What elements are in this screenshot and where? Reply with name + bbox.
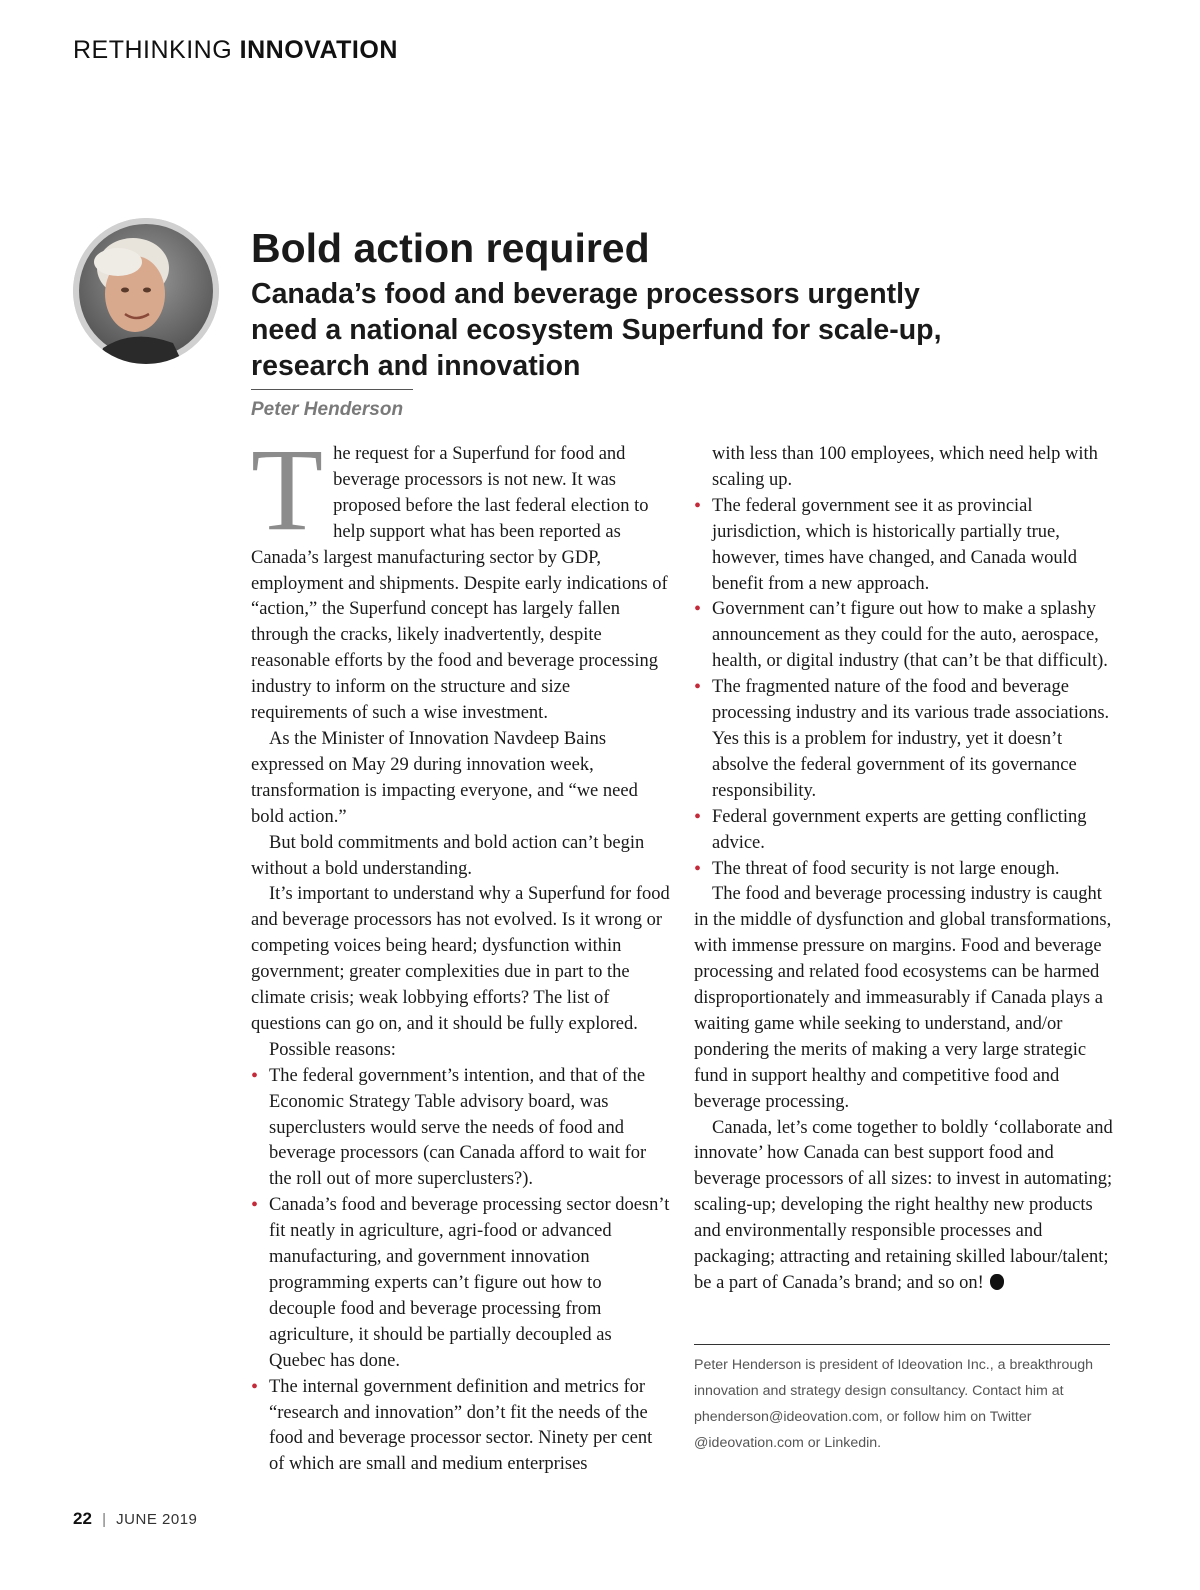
paragraph-closing bbox=[694, 1116, 1114, 1297]
list-item: • Government can’t figure out how to make a splashy announcement as they could for the auto, aerospace, health, or digital industry (that can’t be that difficult). bbox=[694, 597, 1114, 675]
list-item-continued: with less than 100 employees, which need help with scaling up. bbox=[712, 444, 1098, 490]
page-footer bbox=[73, 1509, 197, 1529]
title-block bbox=[251, 222, 971, 384]
body-column-1 bbox=[251, 424, 671, 1478]
section-header bbox=[73, 36, 398, 65]
drop-cap: T bbox=[251, 424, 324, 555]
bio-divider bbox=[694, 1344, 1110, 1345]
reasons-list-continued bbox=[694, 494, 1114, 883]
list-item: • The federal government’s intention, and that of the Economic Strategy Table advisory board, was superclusters would serve the needs of food and beverage processors (can Canada afford to wait for the roll out of more superclusters?). bbox=[251, 1064, 671, 1194]
page-number: 22 bbox=[73, 1509, 92, 1528]
author-portrait bbox=[73, 218, 219, 364]
list-item: • The fragmented nature of the food and beverage processing industry and its various trade associations. Yes this is a problem for industry, yet it doesn’t absolve the federal government of its governance responsibility. bbox=[694, 675, 1114, 805]
paragraph: The food and beverage processing industry is caught in the middle of dysfunction and global transformations, with immense pressure on margins. Food and beverage processing and related food ecosystems can be harmed disproportionately and immeasurably if Canada plays a waiting game while seeking to understand, and/or pondering the merits of making a very large strategic fund in support healthy and competitive food and beverage processing. bbox=[694, 884, 1112, 1112]
section-label-light: RETHINKING bbox=[73, 36, 233, 64]
list-item: • The threat of food security is not large enough. bbox=[694, 857, 1114, 883]
author-portrait-icon bbox=[73, 218, 219, 364]
paragraph: Possible reasons: bbox=[269, 1039, 396, 1060]
paragraph: As the Minister of Innovation Navdeep Bains expressed on May 29 during innovation week, transformation is impacting everyone, and “we need bold action.” bbox=[251, 728, 638, 827]
paragraph-intro bbox=[251, 424, 671, 727]
paragraph: But bold commitments and bold action can’t begin without a bold understanding. bbox=[251, 832, 645, 879]
paragraph-intro-text: he request for a Superfund for food and beverage processors is not new. It was proposed before the last federal election to help support what has been reported as Canada’s largest manufacturing sector by GDP, employment and shipments. Despite early indications of “action,” the Superfund concept has largely fallen through the cracks, likely inadvertently, despite reasonable efforts by the food and beverage processing industry to inform on the structure and size requirements of such a wise investment. bbox=[251, 444, 668, 724]
list-item: • Federal government experts are getting conflicting advice. bbox=[694, 805, 1114, 857]
title-divider bbox=[251, 389, 413, 390]
apple-icon bbox=[990, 1274, 1004, 1290]
footer-separator: | bbox=[102, 1511, 106, 1528]
author-bio: Peter Henderson is president of Ideovation Inc., a breakthrough innovation and strategy design consultancy. Contact him at phenderson@ideovation.com, or follow him on Twitter @ideovation.com or Linkedin. bbox=[694, 1357, 1094, 1451]
author-byline: Peter Henderson bbox=[251, 399, 404, 420]
paragraph-closing-text: Canada, let’s come together to boldly ‘collaborate and innovate’ how Canada can best support food and beverage processors of all sizes: to invest in automating; scaling-up; developing the right healthy new products and environmentally responsible processes and packaging; attracting and retaining skilled labour/talent; be a part of Canada’s brand; and so on! bbox=[694, 1117, 1113, 1293]
section-label-bold: INNOVATION bbox=[239, 36, 398, 64]
list-item: • The federal government see it as provincial jurisdiction, which is historically partially true, however, times have changed, and Canada would benefit from a new approach. bbox=[694, 494, 1114, 598]
article-subtitle: Canada’s food and beverage processors urgently need a national ecosystem Superfund for scale-up, research and innovation bbox=[251, 278, 942, 382]
list-item: • Canada’s food and beverage processing sector doesn’t fit neatly in agriculture, agri-food or advanced manufacturing, and government innovation programming experts can’t figure out how to decouple food and beverage processing from agriculture, it should be partially decoupled as Quebec has done. bbox=[251, 1193, 671, 1374]
issue-date: JUNE 2019 bbox=[116, 1511, 198, 1528]
list-item: • The internal government definition and metrics for “research and innovation” don’t fit the needs of the food and beverage processor sector. Ninety per cent of which are small and medium enterprises bbox=[251, 1375, 671, 1479]
reasons-list bbox=[251, 1064, 671, 1479]
article-title: Bold action required bbox=[251, 225, 650, 271]
body-column-2 bbox=[694, 442, 1114, 1297]
paragraph: It’s important to understand why a Superfund for food and beverage processors has not evolved. Is it wrong or competing voices being heard; dysfunction within government; greater complexities due in part to the climate crisis; weak lobbying efforts? The list of questions can go on, and it should be fully explored. bbox=[251, 884, 670, 1034]
